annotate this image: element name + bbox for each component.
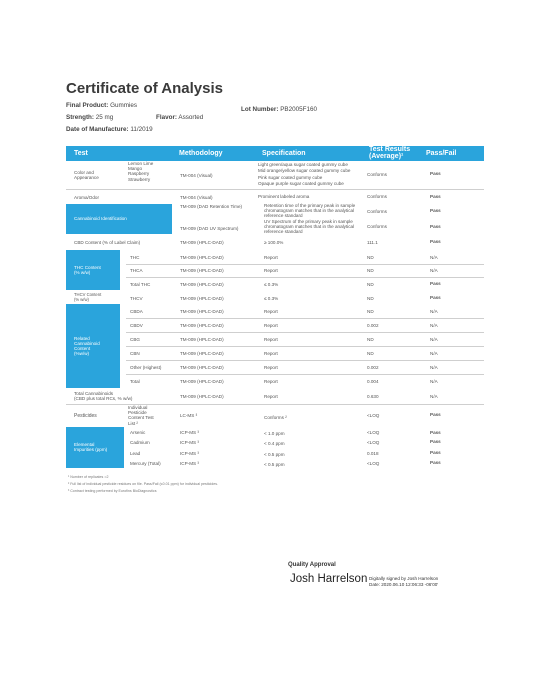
spec-cbdv: Report <box>264 323 278 328</box>
method-arsenic: ICP-MS ³ <box>180 430 199 435</box>
spec-aroma: Prominent labeled aroma <box>258 194 310 199</box>
test-cadmium: Cadmium <box>130 440 150 445</box>
test-thca: THCA <box>130 268 143 273</box>
header-specification: Specification <box>262 150 306 157</box>
row-divider <box>126 374 484 375</box>
result-cannabinoid-retention: Conforms <box>367 209 387 214</box>
test-cbd-content: CBD Content (% of Label Claim) <box>74 240 141 245</box>
test-cbn: CBN <box>130 351 140 356</box>
pass-lead: Pass <box>430 450 441 455</box>
spec-other-highest: Report <box>264 365 278 370</box>
page-title: Certificate of Analysis <box>66 80 223 97</box>
spec-color: Light green/aqua sugar coated gummy cube Mid orange/yellow sugar coated gummy cube Pink sugar coated gummy cube Opaque purple sugar coated gummy cube <box>258 162 351 187</box>
method-total-cannabinoids: TM-009 (HPLC-DAD) <box>180 394 224 399</box>
pass-total-cannabinoids: N/A <box>430 394 438 399</box>
test-other-highest: Other (Highest) <box>130 365 162 370</box>
pass-cbda: N/A <box>430 309 438 314</box>
spec-cbd: ≥ 100.0% <box>264 240 284 245</box>
row-divider <box>126 332 484 333</box>
result-cbdv: 0.002 <box>367 323 379 328</box>
spec-total-cannabinoids: Report <box>264 394 278 399</box>
result-cbda: ND <box>367 309 374 314</box>
result-thcv: ND <box>367 296 374 301</box>
result-total-thc: ND <box>367 282 374 287</box>
thc-content-label-block: THC Content (% w/w) <box>66 250 120 290</box>
spec-mercury: < 0.5 ppm <box>264 462 285 467</box>
pass-cbg: N/A <box>430 337 438 342</box>
spec-thcv: ≤ 0.3% <box>264 296 279 301</box>
spec-cbn: Report <box>264 351 278 356</box>
pesticide-test-list: Individual Pesticide Content Test List ² <box>128 405 154 426</box>
header-results-1: Test Results <box>369 146 411 153</box>
result-cannabinoid-uv: Conforms <box>367 224 387 229</box>
signature-name: Josh Harrelson <box>290 573 368 585</box>
spec-lead: < 0.5 ppm <box>264 452 285 457</box>
method-other-highest: TM-009 (HPLC-DAD) <box>180 365 224 370</box>
spec-cannabinoid-retention: Retention time of the primary peak in sample chromatogram matches that in the analytical reference standard <box>264 203 356 219</box>
header-results-2: (Average)¹ <box>369 153 404 160</box>
test-thcv-content: THCV Content (% w/w) <box>74 292 102 302</box>
quality-approval-label: Quality Approval <box>288 562 336 568</box>
method-pesticides: LC-MS ³ <box>180 413 198 418</box>
pass-aroma: Pass <box>430 194 441 199</box>
spec-pesticides: Conforms ² <box>264 415 287 420</box>
test-thcv: THCV <box>130 296 143 301</box>
method-cbda: TM-009 (HPLC-DAD) <box>180 309 224 314</box>
method-cannabinoid-retention: TM-009 (DAD Retention Time) <box>180 204 243 209</box>
lot-number: Lot Number: PB2005F160 <box>241 106 317 113</box>
result-lead: 0.018 <box>367 451 379 456</box>
result-thc: ND <box>367 255 374 260</box>
spec-arsenic: < 1.0 ppm <box>264 431 285 436</box>
date-of-manufacture: Date of Manufacture: 11/2019 <box>66 126 153 133</box>
spec-cbg: Report <box>264 337 278 342</box>
pass-thc: N/A <box>430 255 438 260</box>
test-cbdv: CBDV <box>130 323 143 328</box>
pass-thca: N/A <box>430 268 438 273</box>
strength: Strength: 25 mg <box>66 114 114 121</box>
method-cbd: TM-009 (HPLC-DAD) <box>180 240 224 245</box>
pass-total-thc: Pass <box>430 281 441 286</box>
method-thca: TM-009 (HPLC-DAD) <box>180 268 224 273</box>
pass-mercury: Pass <box>430 460 441 465</box>
result-pesticides: <LOQ <box>367 413 380 418</box>
pass-cbdv: N/A <box>430 323 438 328</box>
test-mercury: Mercury (Total) <box>130 461 161 466</box>
result-other-highest: 0.002 <box>367 365 379 370</box>
footnote-3: ³ Contract testing performed by Eurofins BioDiagnostics <box>68 489 157 493</box>
method-cbn: TM-009 (HPLC-DAD) <box>180 351 224 356</box>
result-cbg: ND <box>367 337 374 342</box>
elemental-impurities-label-block: Elemental Impurities (ppm) <box>66 427 124 468</box>
test-cbda: CBDA <box>130 309 143 314</box>
cannabinoid-id-label-block: Cannabinoid Identification <box>66 204 172 234</box>
digital-signature-note: Digitally signed by Josh Harrelson Date: 2020.06.10 12:06:33 -06'00' <box>369 576 439 587</box>
pass-cadmium: Pass <box>430 439 441 444</box>
result-total-cannabinoids: 0.630 <box>367 394 379 399</box>
method-cbdv: TM-009 (HPLC-DAD) <box>180 323 224 328</box>
test-total-thc: Total THC <box>130 282 151 287</box>
method-thc: TM-009 (HPLC-DAD) <box>180 255 224 260</box>
method-color: TM-004 (Visual) <box>180 173 213 178</box>
method-thcv: TM-009 (HPLC-DAD) <box>180 296 224 301</box>
spec-total-thc: ≤ 0.3% <box>264 282 279 287</box>
method-total-related: TM-009 (HPLC-DAD) <box>180 379 224 384</box>
flavor-list: Lemon Lime Mango Raspberry Strawberry <box>128 161 154 182</box>
spec-cadmium: < 0.4 ppm <box>264 441 285 446</box>
related-cannabinoid-label-block: Related Cannabinoid Content (%w/w) <box>66 304 120 388</box>
header-methodology: Methodology <box>179 150 223 157</box>
final-product: Final Product: Gummies <box>66 102 138 109</box>
header-pass-fail: Pass/Fail <box>426 150 457 157</box>
test-total-cannabinoids: Total Cannabinoids (CBD plus total RCs, % w/w) <box>74 391 133 402</box>
pass-cbd: Pass <box>430 239 441 244</box>
test-aroma: Aroma/Odor <box>74 195 100 200</box>
result-mercury: <LOQ <box>367 461 380 466</box>
method-lead: ICP-MS ³ <box>180 451 199 456</box>
test-color-appearance: Color and Appearance <box>74 170 99 181</box>
test-total-related: Total <box>130 379 140 384</box>
method-cbg: TM-009 (HPLC-DAD) <box>180 337 224 342</box>
test-thc: THC <box>130 255 140 260</box>
pass-total-related: N/A <box>430 379 438 384</box>
table-header <box>66 146 484 161</box>
result-thca: ND <box>367 268 374 273</box>
footnote-1: ¹ Number of replicates =2 <box>68 475 109 479</box>
test-lead: Lead <box>130 451 141 456</box>
result-aroma: Conforms <box>367 194 387 199</box>
spec-total-related: Report <box>264 379 278 384</box>
method-cadmium: ICP-MS ³ <box>180 440 199 445</box>
footnote-2: ² Full list of individual pesticide residues on file. Pass/Fail (≤0.01 ppm) for individual pesticides. <box>68 482 218 486</box>
spec-cbda: Report <box>264 309 278 314</box>
method-mercury: ICP-MS ³ <box>180 461 199 466</box>
pass-cannabinoid-uv: Pass <box>430 224 441 229</box>
method-total-thc: TM-009 (HPLC-DAD) <box>180 282 224 287</box>
test-arsenic: Arsenic <box>130 430 146 435</box>
row-divider <box>126 277 484 278</box>
pass-cannabinoid-retention: Pass <box>430 208 441 213</box>
flavor: Flavor: Assorted <box>156 114 204 121</box>
result-total-related: 0.004 <box>367 379 379 384</box>
pass-pesticides: Pass <box>430 412 441 417</box>
row-divider <box>66 189 484 190</box>
method-aroma: TM-004 (Visual) <box>180 195 213 200</box>
spec-cannabinoid-uv: UV Spectrum of the primary peak in sample chromatogram matches that in the analytical reference standard <box>264 219 355 235</box>
method-cannabinoid-uv: TM-009 (DAD UV Spectrum) <box>180 226 239 231</box>
spec-thc: Report <box>264 255 278 260</box>
pass-color: Pass <box>430 171 441 176</box>
row-divider <box>126 346 484 347</box>
result-cadmium: <LOQ <box>367 440 380 445</box>
test-pesticides: Pesticides <box>74 413 97 419</box>
result-cbd: 111.1 <box>367 240 378 245</box>
pass-other-highest: N/A <box>430 365 438 370</box>
result-arsenic: <LOQ <box>367 430 380 435</box>
result-cbn: ND <box>367 351 374 356</box>
row-divider <box>126 264 484 265</box>
row-divider <box>126 360 484 361</box>
pass-thcv: Pass <box>430 295 441 300</box>
test-cbg: CBG <box>130 337 140 342</box>
result-color: Conforms <box>367 172 387 177</box>
pass-arsenic: Pass <box>430 430 441 435</box>
header-test: Test <box>74 150 88 157</box>
spec-thca: Report <box>264 268 278 273</box>
pass-cbn: N/A <box>430 351 438 356</box>
row-divider <box>126 318 484 319</box>
